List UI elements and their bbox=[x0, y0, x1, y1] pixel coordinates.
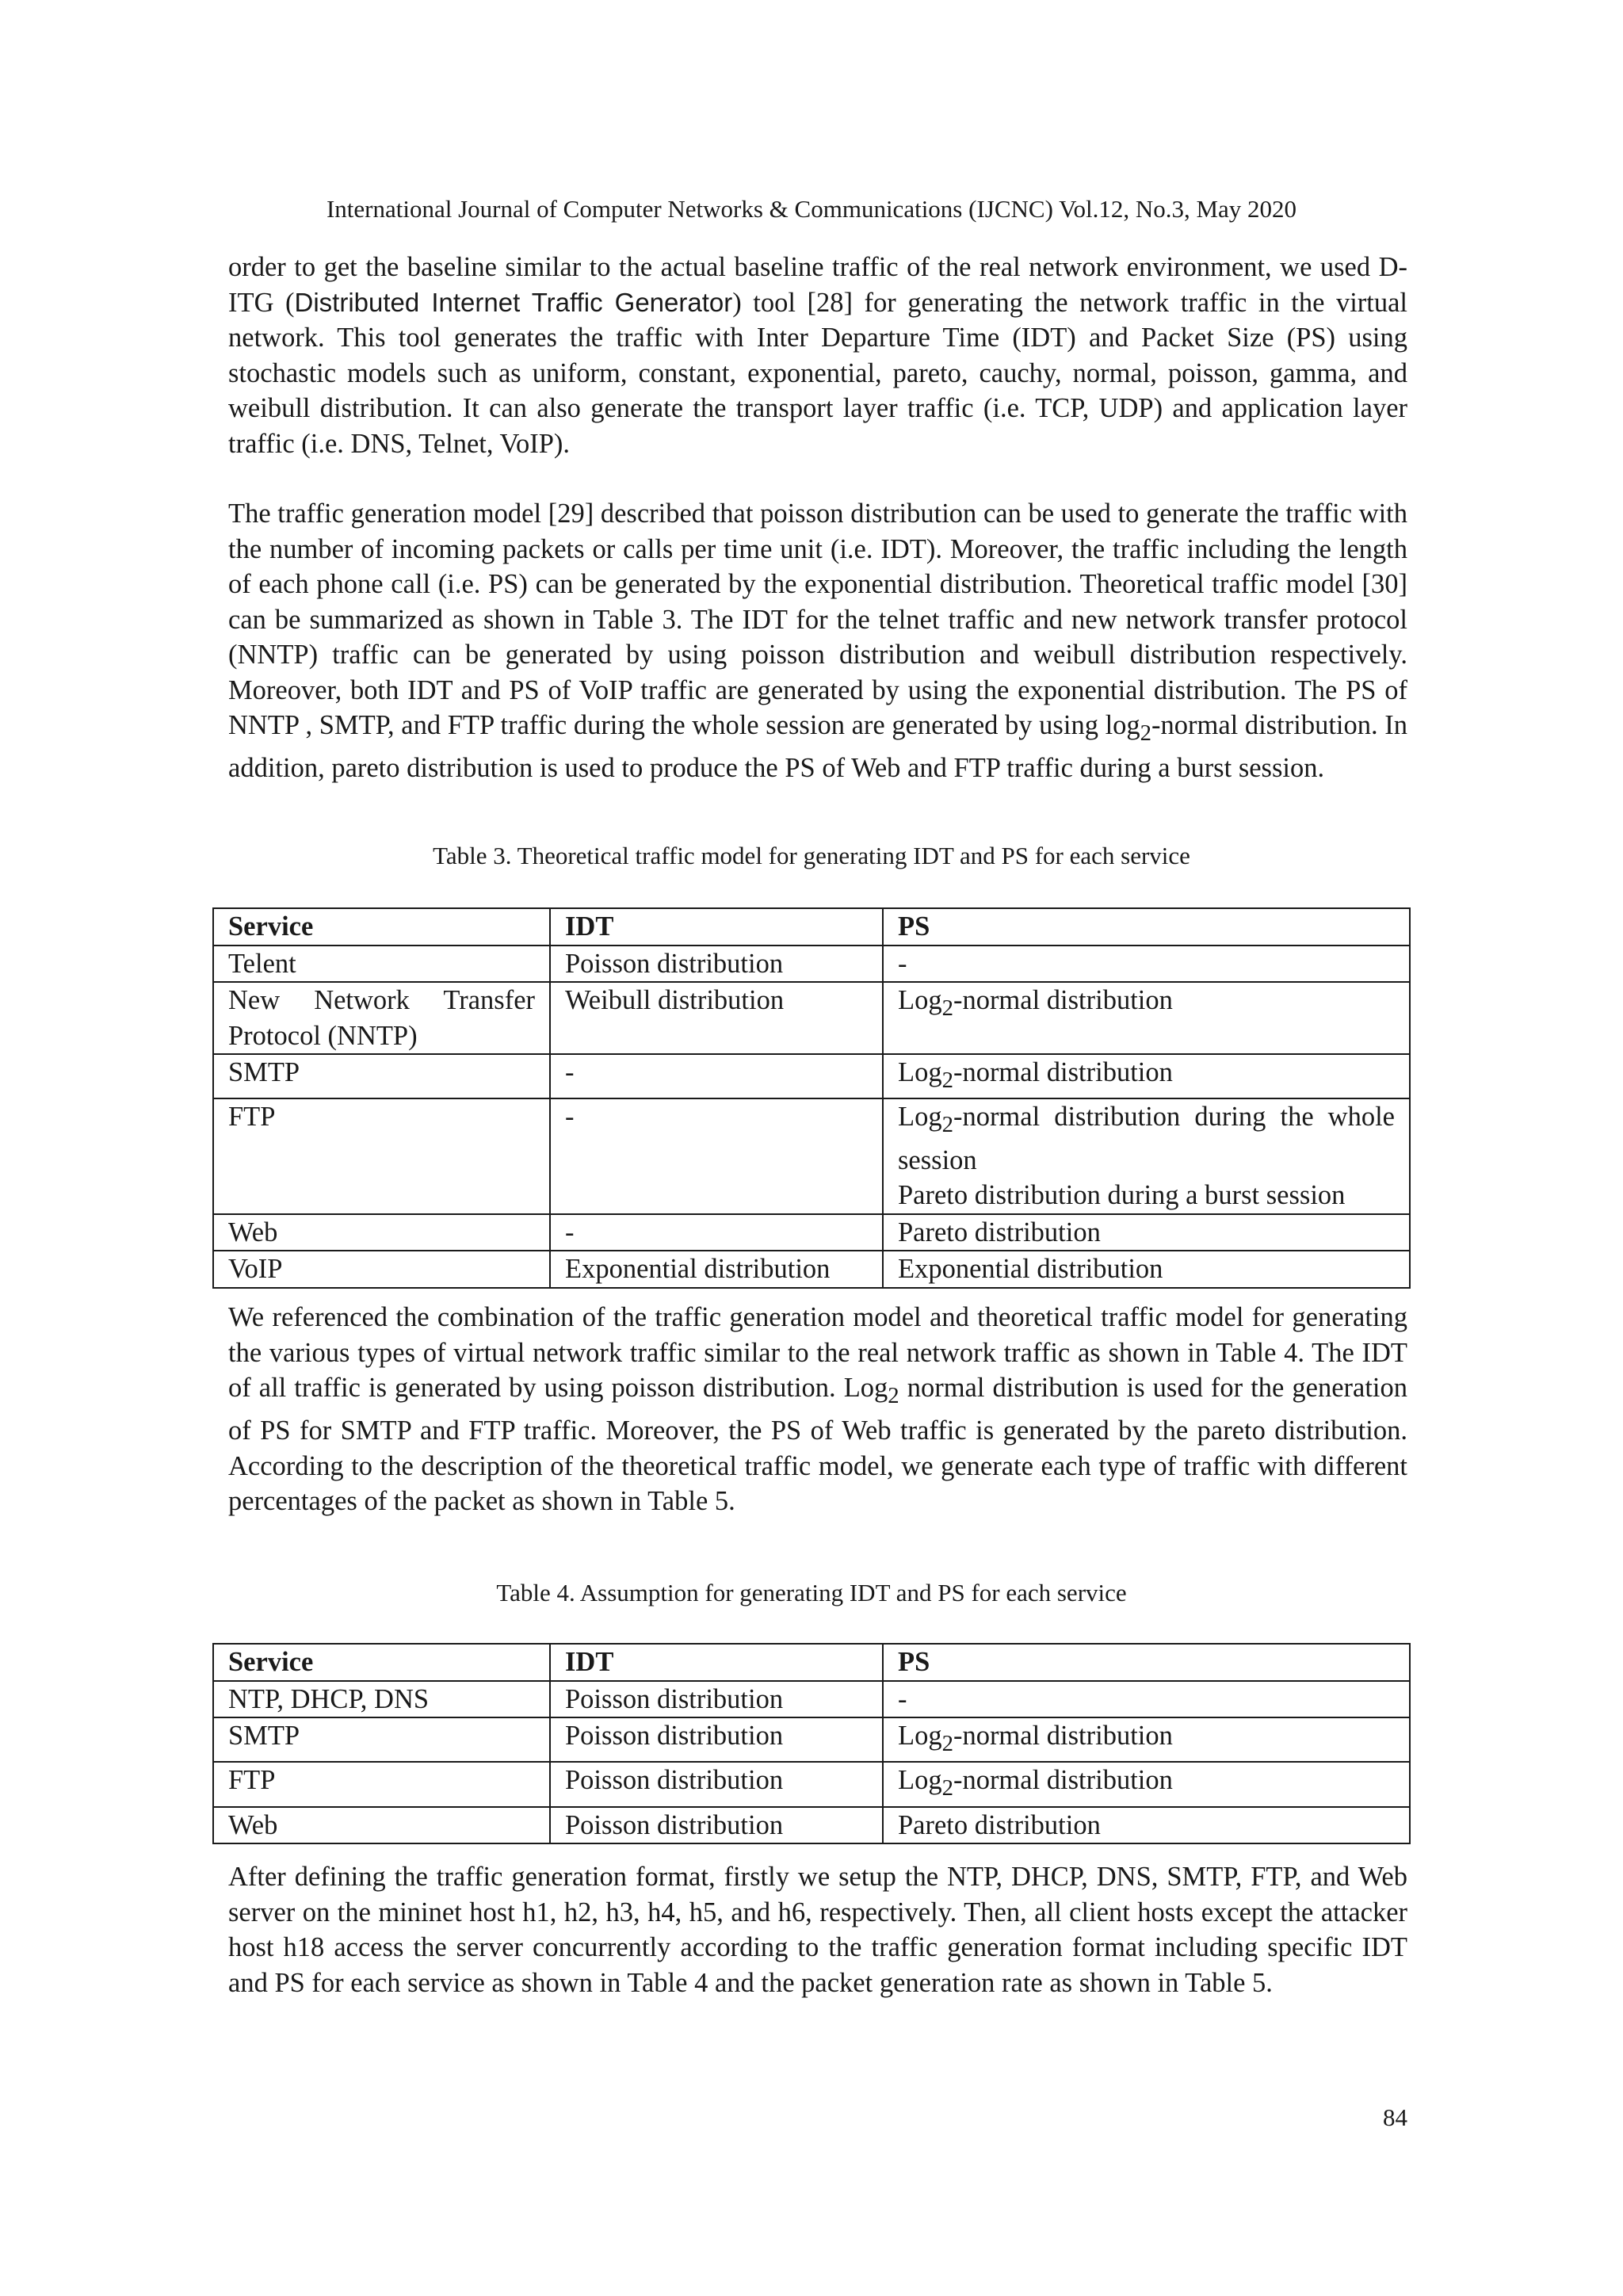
table-cell: FTP bbox=[213, 1098, 550, 1213]
table-cell: Pareto distribution bbox=[883, 1214, 1410, 1251]
table-cell: NTP, DHCP, DNS bbox=[213, 1681, 550, 1718]
paragraph-1-text-b: ) tool [28] for generating the network traffic in the virtual network. This tool generates the traffic with Inter Departure Time (IDT) and Packet Size (PS) using stochastic models such as uniform, constant, exponential, pareto, cauchy, normal, poisson, gamma, and weibull distribution. It can also generate the transport layer traffic (i.e. TCP, UDP) and application layer traffic (i.e. DNS, Telnet, VoIP). bbox=[228, 287, 1408, 459]
table-cell: Log$_2$-normal distribution bbox=[883, 1762, 1410, 1806]
table-cell: New Network Transfer Protocol (NNTP) bbox=[213, 982, 550, 1054]
table-cell: Poisson distribution bbox=[550, 1807, 883, 1844]
paragraph-1-text-a: order to get the baseline similar to the actual baseline traffic of the real network environment, we used D-ITG ( bbox=[228, 252, 1407, 318]
table-cell: Poisson distribution bbox=[550, 946, 883, 983]
table-cell: Web bbox=[213, 1807, 550, 1844]
paragraph-2-text-a: The traffic generation model [29] described that poisson distribution can be used to generate the traffic with the number of incoming packets or calls per time unit (i.e. IDT). Moreover, the traffic including the length of each phone call (i.e. PS) can be generated by the exponential distribution. Theoretical traffic model [30] can be summarized as shown in Table 3. The IDT for the telnet traffic and new network transfer protocol (NNTP) traffic can be generated by using poisson distribution and weibull distribution respectively. Moreover, both IDT and PS of VoIP traffic are generated by using the exponential distribution. The PS of NNTP , SMTP, and FTP traffic during the whole session are generated by using log bbox=[228, 499, 1407, 740]
table-3-caption: Table 3. Theoretical traffic model for generating IDT and PS for each service bbox=[433, 842, 1190, 869]
table-cell: Poisson distribution bbox=[550, 1681, 883, 1718]
table-cell: - bbox=[883, 946, 1410, 983]
table-cell: Exponential distribution bbox=[883, 1251, 1410, 1288]
table-row bbox=[213, 1807, 1410, 1844]
table-4-caption: Table 4. Assumption for generating IDT and PS for each service bbox=[496, 1579, 1127, 1606]
paragraph-3-text-b: normal distribution is used for the generation of PS for SMTP and FTP traffic. Moreover, the PS of Web traffic is generated by the pareto distribution. According to the description of the theoretical traffic model, we generate each type of traffic with different percentages of the packet as shown in Table 5. bbox=[228, 1373, 1407, 1517]
paragraph-3 bbox=[228, 1300, 1407, 1519]
paragraph-1 bbox=[228, 250, 1407, 461]
table-cell: Poisson distribution bbox=[550, 1762, 883, 1806]
table-cell: Log$_2$-normal distribution bbox=[883, 982, 1410, 1054]
table-3 bbox=[212, 907, 1411, 1289]
table-row bbox=[213, 1717, 1410, 1762]
log-subscript: 2 bbox=[941, 1730, 953, 1756]
journal-header: International Journal of Computer Networks & Communications (IJCNC) Vol.12, No.3, May 2020 bbox=[326, 195, 1297, 223]
table-cell: - bbox=[883, 1681, 1410, 1718]
log-subscript: 2 bbox=[941, 995, 953, 1021]
table-cell: - bbox=[550, 1054, 883, 1098]
header-cell: Service bbox=[213, 1644, 550, 1681]
header-cell: Service bbox=[213, 908, 550, 946]
table-cell-line: Log$_2$-normal distribution during the whole session bbox=[898, 1102, 1395, 1175]
table-cell: Telent bbox=[213, 946, 550, 983]
table-cell-line: Pareto distribution during a burst session bbox=[898, 1180, 1346, 1211]
table-row bbox=[213, 1098, 1410, 1213]
header-cell: IDT bbox=[550, 908, 883, 946]
table-cell: - bbox=[550, 1098, 883, 1213]
table-row bbox=[213, 1054, 1410, 1098]
table-header-row bbox=[213, 908, 1410, 946]
log-subscript: 2 bbox=[941, 1112, 953, 1138]
header-cell: IDT bbox=[550, 1644, 883, 1681]
table-header-row bbox=[213, 1644, 1410, 1681]
paragraph-4-text: After defining the traffic generation format, firstly we setup the NTP, DHCP, DNS, SMTP, FTP, and Web server on the mininet host h1, h2, h3, h4, h5, and h6, respectively. Then, all client hosts except the attacker host h18 access the server concurrently according to the traffic generation format including specific IDT and PS for each service as shown in Table 4 and the packet generation rate as shown in Table 5. bbox=[228, 1862, 1407, 1998]
table-4 bbox=[212, 1643, 1411, 1844]
tool-name: Distributed Internet Traffic Generator bbox=[294, 287, 733, 317]
table-row bbox=[213, 946, 1410, 983]
log-subscript: 2 bbox=[1140, 720, 1152, 746]
table-cell: Log$_2$-normal distribution bbox=[883, 1717, 1410, 1762]
table-cell: FTP bbox=[213, 1762, 550, 1806]
table-cell: Poisson distribution bbox=[550, 1717, 883, 1762]
table-cell: Weibull distribution bbox=[550, 982, 883, 1054]
table-row bbox=[213, 1251, 1410, 1288]
paragraph-3-text-a: We referenced the combination of the traffic generation model and theoretical traffic model for generating the various types of virtual network traffic similar to the real network traffic as shown in Table 4. The IDT of all traffic is generated by using poisson distribution. Log bbox=[228, 1302, 1407, 1403]
log-subscript: 2 bbox=[941, 1775, 953, 1801]
header-cell: PS bbox=[883, 908, 1410, 946]
table-cell: Pareto distribution bbox=[883, 1807, 1410, 1844]
page-number: 84 bbox=[1383, 2103, 1407, 2131]
table-cell: - bbox=[550, 1214, 883, 1251]
table-row bbox=[213, 1762, 1410, 1806]
table-row bbox=[213, 1681, 1410, 1718]
table-cell: SMTP bbox=[213, 1054, 550, 1098]
paragraph-2 bbox=[228, 496, 1407, 786]
paragraph-4 bbox=[228, 1859, 1407, 2000]
table-row bbox=[213, 982, 1410, 1054]
table-cell: Log$_2$-normal distribution bbox=[883, 1054, 1410, 1098]
table-cell: Exponential distribution bbox=[550, 1251, 883, 1288]
table-cell bbox=[883, 1098, 1410, 1213]
table-row bbox=[213, 1214, 1410, 1251]
paragraph-2-text-b: -normal distribution. In addition, pareto distribution is used to produce the PS of Web and FTP traffic during a burst session. bbox=[228, 710, 1407, 784]
table-cell: Web bbox=[213, 1214, 550, 1251]
log-subscript: 2 bbox=[888, 1382, 899, 1408]
log-subscript: 2 bbox=[941, 1067, 953, 1093]
table-cell: VoIP bbox=[213, 1251, 550, 1288]
table-cell: SMTP bbox=[213, 1717, 550, 1762]
header-cell: PS bbox=[883, 1644, 1410, 1681]
